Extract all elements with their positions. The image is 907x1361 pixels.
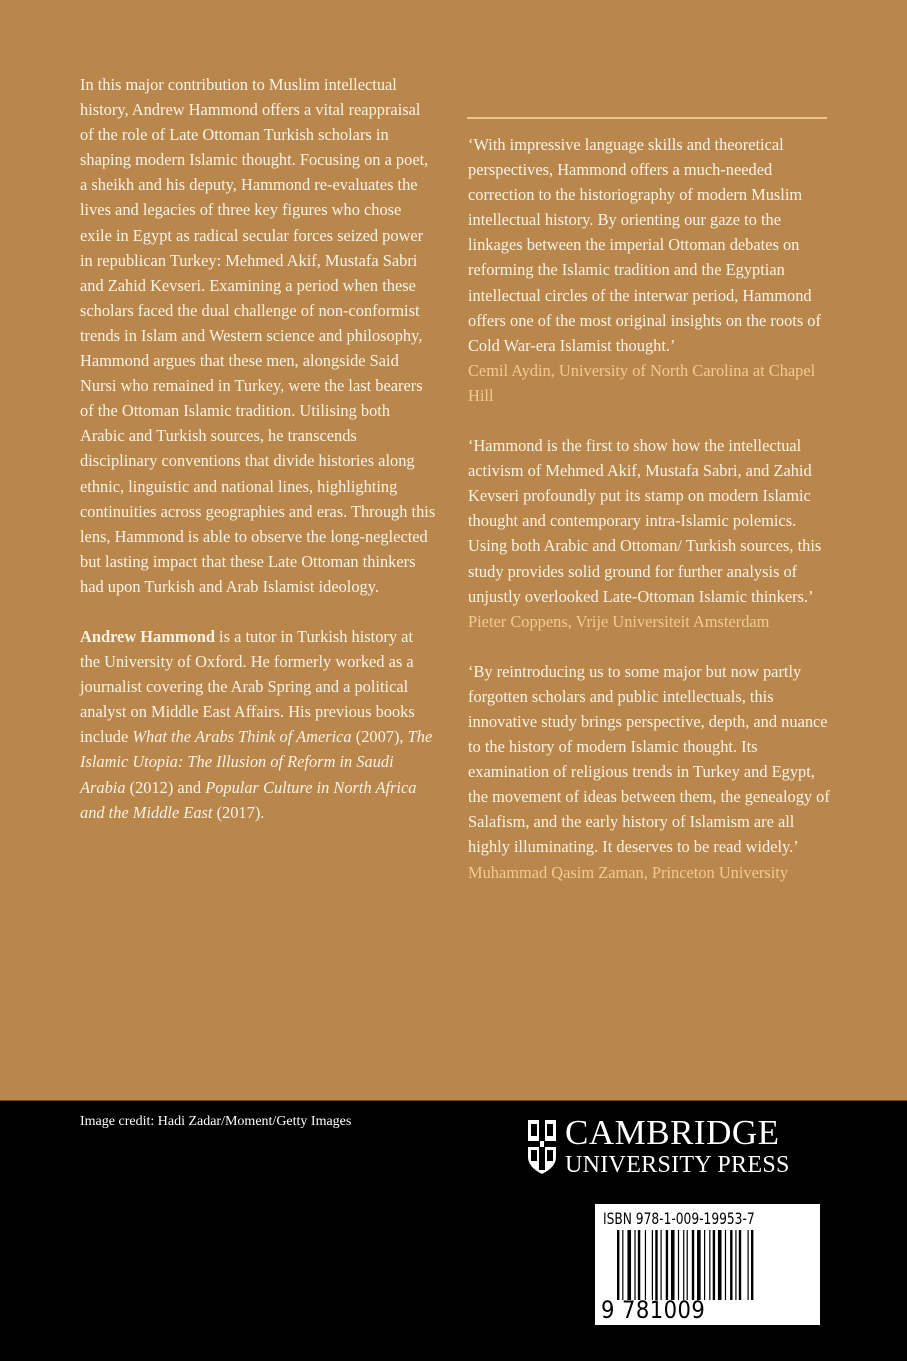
barcode-bar xyxy=(666,1230,668,1300)
barcode-bar xyxy=(627,1230,631,1300)
barcode-bar xyxy=(634,1230,635,1300)
barcode-bar xyxy=(735,1230,736,1300)
barcode-digits: 9 781009 199537 > xyxy=(601,1296,710,1352)
endorsement-attribution: Muhammad Qasim Zaman, Princeton University xyxy=(468,862,789,882)
barcode-bar xyxy=(661,1230,662,1300)
barcode-bar xyxy=(718,1230,722,1300)
barcode-bar xyxy=(622,1230,623,1300)
endorsement-attribution: Cemil Aydin, University of North Carolina at Chapel Hill xyxy=(468,360,816,405)
isbn-label: ISBN 978-1-009-19953-7 xyxy=(603,1209,755,1228)
barcode-bar xyxy=(671,1230,675,1300)
bio-text: (2007), xyxy=(351,727,408,747)
barcode-bar xyxy=(748,1230,749,1300)
publisher-line1: CAMBRIDGE xyxy=(565,1113,780,1152)
barcode-bar xyxy=(687,1230,688,1300)
footer-band xyxy=(0,1100,907,1361)
bio-text: (2017). xyxy=(212,802,265,822)
author-bio xyxy=(80,624,436,825)
cambridge-shield-icon xyxy=(527,1119,557,1175)
barcode-bar xyxy=(730,1230,732,1300)
endorsement-quote: ‘Hammond is the first to show how the intellectual activism of Mehmed Akif, Mustafa Sabri, and Zahid Kevseri profoundly put its stamp on modern Islamic thought and contemporary intra-Islamic polemics. Using both Arabic and Ottoman/ Turkish sources, this study provides solid ground for further analysis of unjustly overlooked Late-Ottoman Islamic thinkers.’ xyxy=(468,436,822,606)
barcode-bar xyxy=(692,1230,694,1300)
endorsement-attribution: Pieter Coppens, Vrije Universiteit Amsterdam xyxy=(468,611,770,631)
isbn-barcode xyxy=(595,1204,820,1352)
barcode-bar xyxy=(638,1230,640,1300)
publisher-name xyxy=(565,1115,790,1179)
divider-rule xyxy=(467,117,827,119)
endorsements xyxy=(468,132,830,910)
bio-text: is a tutor in Turkish history at the University of Oxford. He formerly worked as a journalist covering the Arab Spring and a political analyst on Middle East Affairs. His previous books include xyxy=(80,626,415,747)
book-description: In this major contribution to Muslim intellectual history, Andrew Hammond offers a vital reappraisal of the role of Late Ottoman Turkish scholars in shaping modern Islamic thought. Focusing on a poet, a sheikh and his deputy, Hammond re-evaluates the lives and legacies of three key figures who chose exile in Egypt as radical secular forces seized power in republican Turkey: Mehmed Akif, Mustafa Sabri and Zahid Kevseri. Examining a period when these scholars faced the dual challenge of non-conformist trends in Islam and Western science and philosophy, Hammond argues that these men, alongside Said Nursi who remained in Turkey, were the last bearers of the Ottoman Islamic tradition. Utilising both Arabic and Turkish sources, he transcends disciplinary conventions that divide histories along ethnic, linguistic and national lines, highlighting continuities across geographies and eras. Through this lens, Hammond is able to observe the long-neglected but lasting impact that these Late Ottoman thinkers had upon Turkish and Arab Islamist ideology. xyxy=(80,75,436,596)
book-title: What the Arabs Think of America xyxy=(132,727,352,747)
left-column xyxy=(80,72,436,850)
publisher-line2: UNIVERSITY PRESS xyxy=(565,1152,790,1178)
bio-text: (2012) and xyxy=(125,777,206,797)
barcode-bar xyxy=(751,1230,753,1300)
image-credit: Image credit: Hadi Zadar/Moment/Getty Images xyxy=(80,1114,352,1129)
publisher-logo xyxy=(527,1115,790,1179)
barcode-bar xyxy=(713,1230,715,1300)
barcode-bar xyxy=(678,1230,679,1300)
endorsement xyxy=(468,659,830,885)
barcode-bar xyxy=(739,1230,741,1300)
endorsement xyxy=(468,433,830,634)
barcode-bar xyxy=(704,1230,705,1300)
barcode-bar xyxy=(652,1230,653,1300)
barcode-bar xyxy=(697,1230,701,1300)
barcode-bar xyxy=(709,1230,710,1300)
barcode-bar xyxy=(725,1230,726,1300)
book-title: Popular Culture in North Africa and the Middle East xyxy=(80,777,417,822)
book-title: The Islamic Utopia: The Illusion of Reform in Saudi Arabia xyxy=(80,727,433,797)
barcode-bars-icon xyxy=(617,1230,807,1300)
barcode-bar xyxy=(617,1230,619,1300)
barcode-bar xyxy=(655,1230,657,1300)
author-name: Andrew Hammond xyxy=(80,626,215,646)
barcode-bar xyxy=(683,1230,684,1300)
barcode-bar xyxy=(645,1230,646,1300)
endorsement-quote: ‘By reintroducing us to some major but now partly forgotten scholars and public intellectuals, this innovative study brings perspective, depth, and nuance to the history of modern Islamic thought. Its examination of religious trends in Turkey and Egypt, the movement of ideas between them, the genealogy of Salafism, and the early history of Islamism are all highly illuminating. It deserves to be read widely.’ xyxy=(468,661,830,857)
endorsement xyxy=(468,132,830,408)
endorsement-quote: ‘With impressive language skills and theoretical perspectives, Hammond offers a much-needed correction to the historiography of modern Muslim intellectual history. By orienting our gaze to the linkages between the imperial Ottoman debates on reforming the Islamic tradition and the Egyptian intellectual circles of the interwar period, Hammond offers one of the most original insights on the roots of Cold War-era Islamist thought.’ xyxy=(468,135,821,355)
